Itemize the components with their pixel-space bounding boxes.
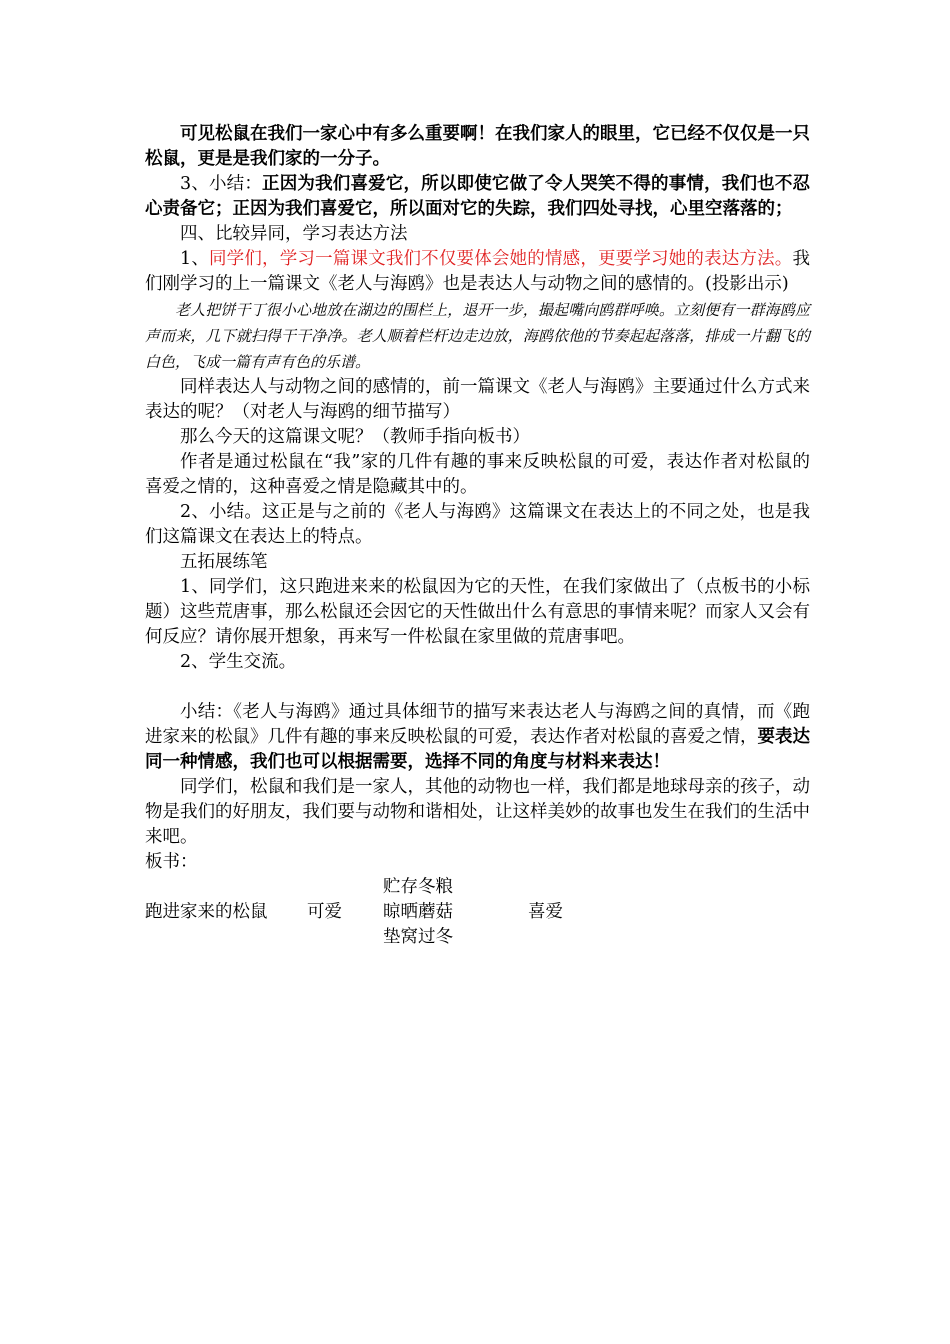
compare-intro-rest: 我们刚学习的上一篇课文《老人与海鸥》也是表达人与动物之间的感情的。(投影出示) bbox=[145, 249, 810, 294]
summary-3-bold-text: 正因为我们喜爱它，所以即使它做了令人哭笑不得的事情，我们也不忍心责备它；正因为我们喜爱它，所以面对它的失踪，我们四处寻找，心里空落落的； bbox=[145, 174, 810, 219]
final-summary-bold-text: 要表达同一种情感，我们也可以根据需要，选择不同的角度与材料来表达！ bbox=[145, 727, 810, 772]
board-row-1 bbox=[145, 875, 810, 900]
quote-old-man-and-seagulls: 老人把饼干丁很小心地放在湖边的围栏上，退开一步，撮起嘴向鸥群呼唤。立刻便有一群海鸥应声而来，几下就扫得干干净净。老人顺着栏杆边走边放，海鸥依他的节奏起起落落，排成一片翻飞的白色，飞成一篇有声有色的乐谱。 bbox=[145, 301, 810, 371]
board-quality: 可爱 bbox=[307, 902, 342, 922]
paragraph-summary-2: 2、小结。这正是与之前的《老人与海鸥》这篇课文在表达上的不同之处，也是我们这篇课文在表达上的特点。 bbox=[145, 502, 810, 547]
board-label: 板书： bbox=[145, 852, 198, 872]
section-5-heading: 五拓展练笔 bbox=[180, 552, 268, 572]
summary-3-prefix: 3、小结： bbox=[180, 174, 263, 194]
blank-line bbox=[145, 675, 810, 700]
compare-intro-prefix: 1、 bbox=[180, 249, 209, 269]
paragraph-final-summary bbox=[145, 700, 810, 775]
board-event-1: 贮存冬粮 bbox=[383, 877, 453, 897]
document-page bbox=[145, 122, 810, 950]
board-event-3: 垫窝过冬 bbox=[383, 927, 453, 947]
section-4-heading: 四、比较异同，学习表达方法 bbox=[180, 224, 408, 244]
compare-intro-red-text: 同学们，学习一篇课文我们不仅要体会她的情感，更要学习她的表达方法。 bbox=[209, 249, 793, 269]
board-row-2 bbox=[145, 900, 810, 925]
board-event-2: 晾晒蘑菇 bbox=[383, 902, 453, 922]
paragraph-family-importance: 可见松鼠在我们一家心中有多么重要啊！在我们家人的眼里，它已经不仅仅是一只松鼠，更是是我们家的一分子。 bbox=[145, 124, 810, 169]
paragraph-same-emotion-question: 同样表达人与动物之间的感情的，前一篇课文《老人与海鸥》主要通过什么方式来表达的呢？（对老人与海鸥的细节描写） bbox=[145, 377, 810, 422]
paragraph-summary-3 bbox=[145, 172, 810, 222]
paragraph-student-exchange: 2、学生交流。 bbox=[180, 652, 297, 672]
paragraph-closing: 同学们，松鼠和我们是一家人，其他的动物也一样，我们都是地球母亲的孩子，动物是我们的好朋友，我们要与动物和谐相处，让这样美妙的故事也发生在我们的生活中来吧。 bbox=[145, 777, 810, 847]
paragraph-today-question: 那么今天的这篇课文呢？（教师手指向板书） bbox=[180, 427, 530, 447]
board-row-3 bbox=[145, 925, 810, 950]
paragraph-compare-intro bbox=[145, 247, 810, 297]
paragraph-writing-exercise: 1、同学们，这只跑进来来的松鼠因为它的天性，在我们家做出了（点板书的小标题）这些荒唐事，那么松鼠还会因它的天性做出什么有意思的事情来呢？而家人又会有何反应？请你展开想象，再来写一件松鼠在家里做的荒唐事吧。 bbox=[145, 577, 810, 647]
paragraph-author-method: 作者是通过松鼠在“我”家的几件有趣的事来反映松鼠的可爱，表达作者对松鼠的喜爱之情的，这种喜爱之情是隐藏其中的。 bbox=[145, 452, 810, 497]
final-summary-text: 小结：《老人与海鸥》通过具体细节的描写来表达老人与海鸥之间的真情，而《跑进家来的松鼠》几件有趣的事来反映松鼠的可爱，表达作者对松鼠的喜爱之情， bbox=[145, 702, 810, 747]
board-title: 跑进家来的松鼠 bbox=[145, 902, 268, 922]
board-feeling: 喜爱 bbox=[528, 902, 563, 922]
